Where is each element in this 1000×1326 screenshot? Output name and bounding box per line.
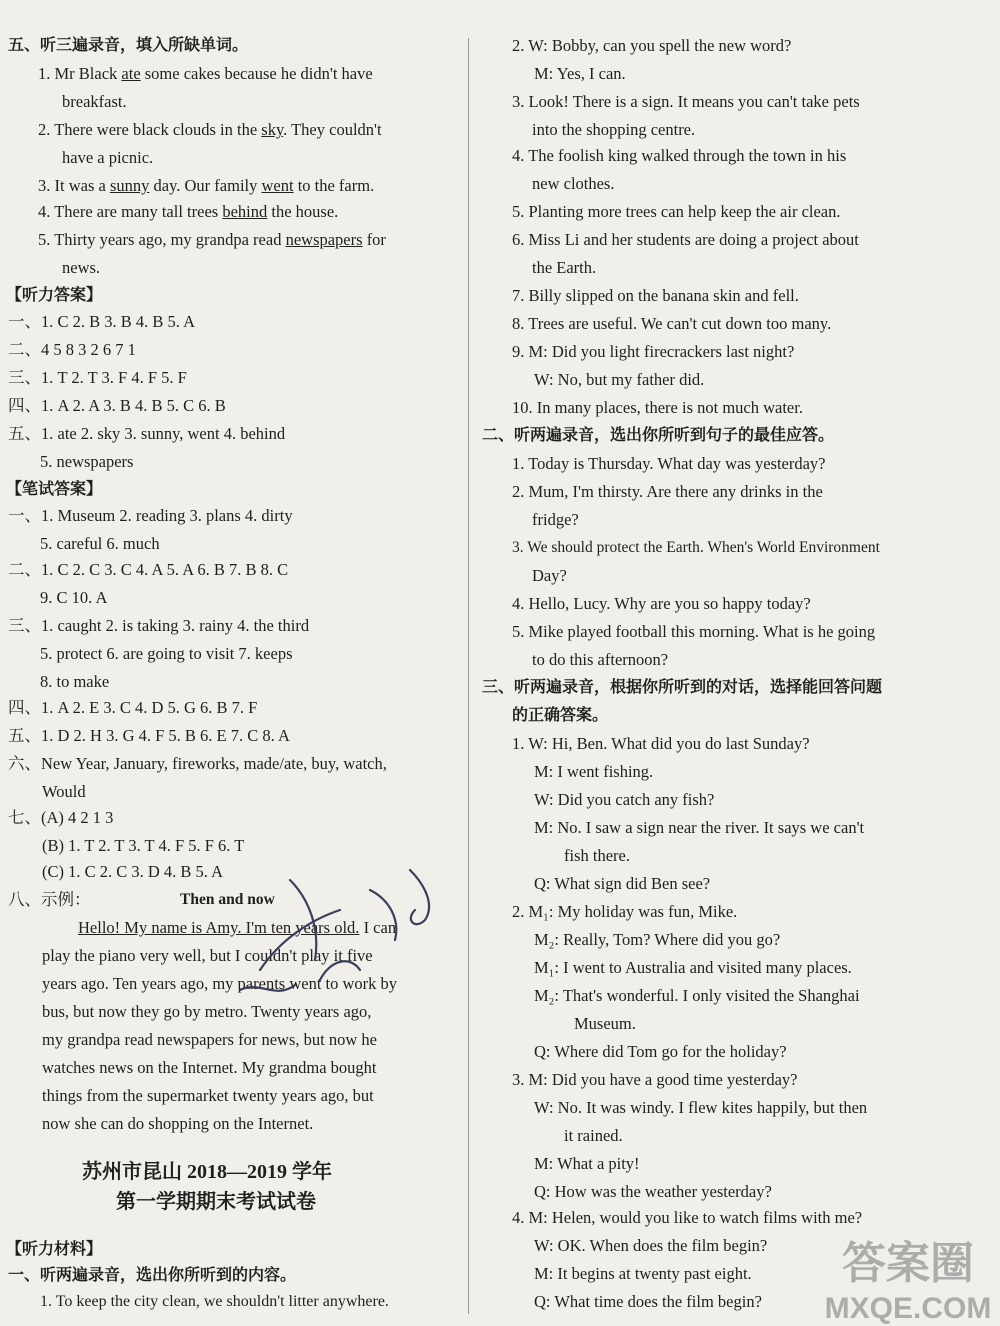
right-line: 4. M: Helen, would you like to watch films with me? xyxy=(512,1208,863,1227)
listening-answer-2: 二、4 5 8 3 2 6 7 1 xyxy=(8,340,136,359)
right-line: M: I went fishing. xyxy=(534,762,654,781)
listening-answer-5: 五、1. ate 2. sky 3. sunny, went 4. behind xyxy=(8,424,286,443)
written-answer-7b: (B) 1. T 2. T 3. T 4. F 5. F 6. T xyxy=(42,836,245,855)
essay-line-3: years ago. Ten years ago, my parents went to work by xyxy=(42,974,398,993)
material-item-1: 1. To keep the city clean, we shouldn't litter anywhere. xyxy=(40,1293,389,1310)
essay-line-8: now she can do shopping on the Internet. xyxy=(42,1114,314,1133)
right-line: Q: What sign did Ben see? xyxy=(534,874,711,893)
essay-label: 八、示例： xyxy=(8,890,91,909)
right-line: 3. M: Did you have a good time yesterday? xyxy=(512,1070,798,1089)
written-answer-3-cont: 5. protect 6. are going to visit 7. keeps xyxy=(40,644,293,663)
essay-line-6: watches news on the Internet. My grandma bought xyxy=(42,1058,377,1077)
listening-material-header: 【听力材料】 xyxy=(6,1241,103,1258)
right-line: M₁: I went to Australia and visited many places. xyxy=(534,958,852,977)
essay-line-5: my grandpa read newspapers for news, but now he xyxy=(42,1030,377,1049)
watermark-bottom-text: MXQE.COM xyxy=(824,1292,992,1325)
right-line: into the shopping centre. xyxy=(532,120,696,139)
right-line: M: What a pity! xyxy=(534,1154,640,1173)
right-line: 2. W: Bobby, can you spell the new word? xyxy=(512,36,792,55)
right-line: it rained. xyxy=(564,1126,623,1145)
fill-item-1: 1. Mr Black ate some cakes because he didn't have xyxy=(38,64,373,83)
essay-line-7: things from the supermarket twenty years ago, but xyxy=(42,1086,374,1105)
right-line: 1. W: Hi, Ben. What did you do last Sunday? xyxy=(512,734,810,753)
section-5-header: 五、听三遍录音，填入所缺单词。 xyxy=(8,37,249,54)
right-line: 6. Miss Li and her students are doing a project about xyxy=(512,230,859,249)
written-answer-1: 一、1. Museum 2. reading 3. plans 4. dirty xyxy=(8,506,293,525)
right-line: to do this afternoon? xyxy=(532,650,669,669)
listening-answer-4: 四、1. A 2. A 3. B 4. B 5. C 6. B xyxy=(8,396,226,415)
written-answer-4: 四、1. A 2. E 3. C 4. D 5. G 6. B 7. F xyxy=(8,698,258,717)
essay-line-4: bus, but now they go by metro. Twenty years ago, xyxy=(42,1002,372,1021)
exam-title-line-2: 第一学期期末考试试卷 xyxy=(116,1191,316,1213)
written-answer-6-cont: Would xyxy=(42,782,86,801)
written-answer-3: 三、1. caught 2. is taking 3. rainy 4. the third xyxy=(8,616,310,635)
essay-title: Then and now xyxy=(180,891,275,908)
material-section-1: 一、听两遍录音，选出你所听到的内容。 xyxy=(8,1267,297,1284)
essay-line-2: play the piano very well, but I couldn't play it five xyxy=(42,946,373,965)
fill-item-5-cont: news. xyxy=(62,258,101,277)
fill-item-3: 3. It was a sunny day. Our family went to the farm. xyxy=(38,176,375,195)
right-line: M: It begins at twenty past eight. xyxy=(534,1264,752,1283)
right-line: M₂: Really, Tom? Where did you go? xyxy=(534,930,781,949)
column-divider xyxy=(468,38,469,1314)
right-line: 2. Mum, I'm thirsty. Are there any drinks in the xyxy=(512,482,823,501)
written-answer-5: 五、1. D 2. H 3. G 4. F 5. B 6. E 7. C 8. A xyxy=(8,726,290,745)
fill-item-5: 5. Thirty years ago, my grandpa read newspapers for xyxy=(38,230,386,249)
right-line: W: No, but my father did. xyxy=(534,370,705,389)
right-line: W: Did you catch any fish? xyxy=(534,790,715,809)
right-line: Museum. xyxy=(574,1014,636,1033)
written-answer-2: 二、1. C 2. C 3. C 4. A 5. A 6. B 7. B 8. C xyxy=(8,560,289,579)
material-section-3-cont: 的正确答案。 xyxy=(512,707,609,724)
right-line: M₂: That's wonderful. I only visited the Shanghai xyxy=(534,986,860,1005)
right-line: 8. Trees are useful. We can't cut down too many. xyxy=(512,314,832,333)
listening-answer-1: 一、1. C 2. B 3. B 4. B 5. A xyxy=(8,312,196,331)
right-line: W: No. It was windy. I flew kites happily, but then xyxy=(534,1098,868,1117)
right-line: Day? xyxy=(532,566,567,585)
material-section-2: 二、听两遍录音，选出你所听到句子的最佳应答。 xyxy=(482,427,835,444)
right-line: 5. Mike played football this morning. What is he going xyxy=(512,622,876,641)
written-answer-3-cont2: 8. to make xyxy=(40,672,110,691)
right-line: 10. In many places, there is not much water. xyxy=(512,398,803,417)
written-answers-header: 【笔试答案】 xyxy=(6,481,103,498)
right-line: 3. We should protect the Earth. When's World Environment xyxy=(512,539,880,556)
fill-item-1-cont: breakfast. xyxy=(62,92,127,111)
written-answer-7c: (C) 1. C 2. C 3. D 4. B 5. A xyxy=(42,862,224,881)
right-line: new clothes. xyxy=(532,174,615,193)
fill-item-2-cont: have a picnic. xyxy=(62,148,154,167)
right-line: 7. Billy slipped on the banana skin and fell. xyxy=(512,286,799,305)
right-line: 5. Planting more trees can help keep the air clean. xyxy=(512,202,841,221)
right-line: the Earth. xyxy=(532,258,597,277)
handwritten-scribble xyxy=(220,860,450,1010)
right-line: 4. The foolish king walked through the town in his xyxy=(512,146,847,165)
right-line: 2. M₁: My holiday was fun, Mike. xyxy=(512,902,738,921)
right-line: Q: Where did Tom go for the holiday? xyxy=(534,1042,787,1061)
right-line: W: OK. When does the film begin? xyxy=(534,1236,768,1255)
listening-answers-header: 【听力答案】 xyxy=(6,287,103,304)
right-line: fridge? xyxy=(532,510,579,529)
watermark-top-text: 答案圈 xyxy=(842,1239,974,1288)
listening-answer-3: 三、1. T 2. T 3. F 4. F 5. F xyxy=(8,368,187,387)
right-line: Q: What time does the film begin? xyxy=(534,1292,762,1311)
exam-title-line-1: 苏州市昆山 2018—2019 学年 xyxy=(82,1161,332,1183)
right-line: 1. Today is Thursday. What day was yesterday? xyxy=(512,454,826,473)
written-answer-6: 六、New Year, January, fireworks, made/ate, buy, watch, xyxy=(8,754,387,773)
right-line: 4. Hello, Lucy. Why are you so happy today? xyxy=(512,594,811,613)
fill-item-2: 2. There were black clouds in the sky. They couldn't xyxy=(38,120,382,139)
written-answer-1-cont: 5. careful 6. much xyxy=(40,534,160,553)
essay-line-1: Hello! My name is Amy. I'm ten years old. I can xyxy=(78,918,397,937)
right-line: M: No. I saw a sign near the river. It says we can't xyxy=(534,818,865,837)
right-line: M: Yes, I can. xyxy=(534,64,626,83)
right-line: fish there. xyxy=(564,846,630,865)
right-line: 3. Look! There is a sign. It means you can't take pets xyxy=(512,92,860,111)
listening-answer-5-cont: 5. newspapers xyxy=(40,452,134,471)
material-section-3: 三、听两遍录音，根据你所听到的对话，选择能回答问题 xyxy=(482,679,883,696)
right-line: Q: How was the weather yesterday? xyxy=(534,1182,772,1201)
written-answer-7a: 七、(A) 4 2 1 3 xyxy=(8,808,114,827)
written-answer-2-cont: 9. C 10. A xyxy=(40,588,108,607)
fill-item-4: 4. There are many tall trees behind the house. xyxy=(38,202,339,221)
right-line: 9. M: Did you light firecrackers last night? xyxy=(512,342,795,361)
watermark-logo xyxy=(816,1222,998,1326)
